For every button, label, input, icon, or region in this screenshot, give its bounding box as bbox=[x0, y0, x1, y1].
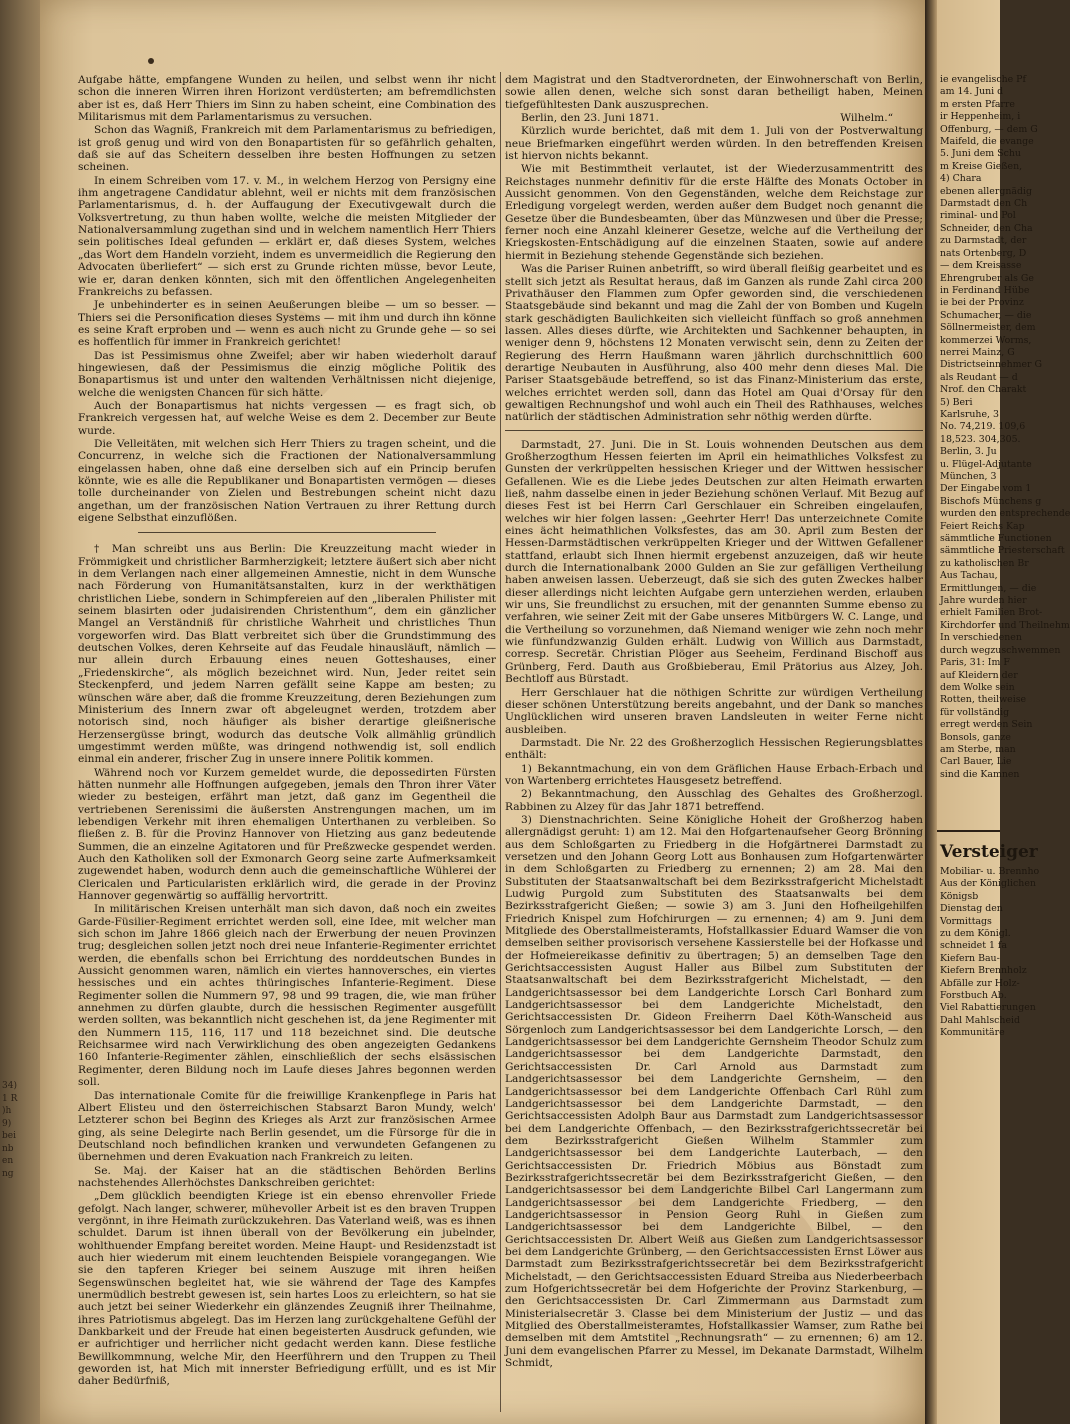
article-paragraph: Wie mit Bestimmtheit verlautet, ist der Wiederzusammentritt des Reichstages nunmehr definitiv für die erste Hälfte des Monats October in Aussicht genommen. Von den Gegenständen, welche dem Reichstage zur Erledigung vorgelegt werden, werden außer dem Budget noch genannt die Gesetze über die Bundesbeamten, über das Münzwesen und über die Presse; ferner noch eine Anzahl kleinerer Gesetze, welche auf die Vertheilung der Kriegskosten-Entschädigung auf die einzelnen Staaten, sowie auf andere hiermit in Beziehung stehende Gegenstände sich beziehen. bbox=[505, 163, 923, 262]
fragment-line: Der Eingabe vom 1 bbox=[940, 483, 1032, 495]
fragment-line: Maifeld, die evange bbox=[940, 136, 1034, 148]
article-paragraph: † Man schreibt uns aus Berlin: Die Kreuzzeitung macht wieder in Frömmigkeit und christlicher Barmherzigkeit; letztere äußert sich aber nicht in dem Verlangen nach einer allgemeinen Amnestie, nicht in dem Wunsche nach Förderung von Humanitätsanstalten, kurz in der werkthätigen christlichen Liebe, sondern in Schimpfereien auf den „liberalen Philister mit seinem blasirten oder judaisirenden Christenthum“, dem ein gänzlicher Mangel an Verständniß für christliche Wahrheit und christliches Thun vorgeworfen wird. Das Blatt verbreitet sich über die Grundstimmung des deutschen Volkes, deren Kehrseite auf das Feudale hinausläuft, nämlich — nur allein durch Erbauung eines neuen Gotteshauses, einer „Friedenskirche“, als möglich bezeichnet wird. Nun, Jeder reitet sein Steckenpferd, und jedem Narren gefällt seine Kappe am besten; zu wünschen wäre aber, daß die fromme Kreuzzeitung, deren Beziehungen zum Ministerium des Innern zwar oft abgeleugnet werden, trotzdem aber notorisch sind, noch häufiger als bisher derartige gleißnerische Herzensergüsse bringt, wodurch das deutsche Volk allmählig gründlich umgestimmt werden müßte, was dringend nothwendig ist, soll endlich einmal ein anderer, frischer Zug in unsere innere Politik kommen. bbox=[78, 543, 496, 766]
fragment-line: Darmstadt den Ch bbox=[940, 198, 1028, 210]
fragment-line: Karlsruhe, 3 bbox=[940, 408, 999, 420]
fragment-line: München, 3 bbox=[940, 471, 997, 482]
fragment-line: Rotten, theilweise bbox=[940, 694, 1027, 706]
fragment-line: zu Darmstadt, der bbox=[940, 235, 1027, 247]
fragment-line: sind die Kamnen bbox=[940, 768, 1020, 780]
list-item: 1) Bekanntmachung, ein von dem Gräflichen Hause Erbach-Erbach und von Wartenberg errichtetes Hausgesetz betreffend. bbox=[505, 762, 923, 787]
fragment-line: Bischofs Münchens g bbox=[940, 495, 1042, 507]
fragment-line: am Sterbe, man bbox=[940, 743, 1016, 755]
fragment-line: 5) Beri bbox=[940, 396, 973, 408]
list-item: 3) Dienstnachrichten. Seine Königliche Hoheit der Großherzog haben allergnädigst geruht: 1) am 12. Mai den Hofgartenaufseher Georg Brönning aus dem Schloßgarten zu Friedberg in die Hofgärtnerei Darmstadt zu versetzen und den Johann Georg Lott aus Bonhausen zum Hofgartenwärter in dem Schloßgarten zu Friedberg zu ernennen; 2) am 28. Mai den Substituten der Staatsanwaltschaft bei dem Bezirksstrafgericht Michelstadt Ludwig Purgold zum Substituten des Staatsanwalts bei dem Bezirksstrafgericht Gießen; — sowie 3) am 3. Juni den Hofheilgehilfen Friedrich Knispel zum Hofchirurgen — zu ernennen; 4) am 9. Juni dem Mitgliede des Oberstallmeisteramts, Hofstallkassier Eduard Wamser die von demselben seither provisorisch versehene Kassierstelle bei der Hofkasse und der Hofmeiereikasse definitiv zu übertragen; 5) an demselben Tage den Gerichtsaccessisten August Haller aus Bilbel zum Substituten der Staatsanwaltschaft bei dem Bezirksstrafgericht Michelstadt, — den Landgerichtsassessor bei dem Landgerichte Lorsch Carl Bonhard zum Landgerichtsassessor bei dem Landgerichte Michelstadt, den Gerichtsaccessisten Dr. Gideon Freiherrn Dael Köth-Wanscheid aus Sörgenloch zum Landgerichtsassessor bei dem Landgerichte Lorsch, — den Landgerichtsassessor bei dem Landgerichte Gernsheim Theodor Schulz zum Landgerichtsassessor bei dem Landgerichte Darmstadt, den Gerichtsaccessisten Dr. Carl Arnold aus Darmstadt zum Landgerichtsassessor bei dem Landgerichte Gernsheim, — den Landgerichtsassessor bei dem Landgerichte Offenbach Carl Rühl zum Landgerichtsassessor bei dem Landgerichte Darmstadt, — den Gerichtsaccessisten Adolph Baur aus Darmstadt zum Landgerichtsassessor bei dem Landgerichte Offenbach, — den Bezirksstrafgerichtssecretär bei dem Bezirksstrafgericht Gießen Wilhelm Stammler zum Landgerichtsassessor bei dem Landgerichte Lauterbach, — den Gerichtsaccessisten Dr. Friedrich Möbius aus Bönstadt zum Bezirksstrafgerichtssecretär bei dem Bezirksstrafgericht Gießen, — den Landgerichtsassessor bei dem Landgerichte Bilbel Carl Langermann zum Landgerichtsassessor bei dem Landgerichte Friedberg, — den Landgerichtsassessor in Pension Georg Ruhl in Gießen zum Landgerichtsassessor bei dem Landgerichte Bilbel, — den Gerichtsaccessisten Dr. Albert Weiß aus Gießen zum Landgerichtsassessor bei dem Landgerichte Grünberg, — den Gerichtsaccessisten Ernst Löwer aus Darmstadt zum Bezirksstrafgerichtssecretär bei dem Bezirksstrafgericht Michelstadt, — den Gerichtsaccessisten Eduard Streiba aus Niederbeerbach zum Hofgerichtssecretär bei dem Hofgerichte der Provinz Starkenburg, — den Gerichtsaccessisten Dr. Carl Zimmermann aus Darmstadt zum Ministerialsecretär 3. Classe bei dem Ministerium der Justiz — und das Mitglied des Oberstallmeisteramtes, Hofstallkassier Wamser, zum Rathe bei demselben mit dem Amtstitel „Rechnungsrath“ — zu ernennen; 6) am 12. Juni dem evangelischen Pfarrer zu Messel, im Dekanate Darmstadt, Wilhelm Schmidt, bbox=[505, 813, 923, 1370]
fragment-line: zu katholischen Br bbox=[940, 557, 1029, 569]
fragment-line: 18,523. 304,305. bbox=[940, 433, 1021, 445]
fragment-line: m ersten Pfarre bbox=[940, 98, 1015, 110]
fragment-line: in Ferdinand Hübe bbox=[940, 284, 1030, 296]
fragment-line: zu dem Königl. bbox=[940, 928, 1011, 940]
fragment-line: ie bei der Provinz bbox=[940, 297, 1024, 309]
fragment-line: auf Kleidern der bbox=[940, 669, 1018, 681]
fragment-line: Forstbuch Ab. bbox=[940, 990, 1007, 1002]
fragment-line: Nrof. den Charakt bbox=[940, 384, 1027, 396]
fragment-line: Paris, 31: Im F bbox=[940, 657, 1010, 669]
fragment-line: nerrei Mainz, G bbox=[940, 346, 1015, 358]
fragment-line: Vormittags bbox=[940, 915, 992, 927]
right-page-text bbox=[940, 74, 1070, 781]
fragment-line: erhielt Familien Brot- bbox=[940, 607, 1043, 619]
article-paragraph: Darmstadt. Die Nr. 22 des Großherzoglich Hessischen Regierungsblattes enthält: bbox=[505, 736, 923, 762]
fragment-line: m Kreise Gießen, bbox=[940, 160, 1023, 172]
fragment-line: Berlin, 3. Ju bbox=[940, 446, 997, 458]
article-paragraph: Das ist Pessimismus ohne Zweifel; aber wir haben wiederholt darauf hingewiesen, daß der Pessimismus die einzig mögliche Politik des Bonapartismus ist und unter den waltenden Verhältnissen nicht diejenige, welche die wenigsten Chancen für sich hätte. bbox=[78, 349, 496, 399]
binding-gutter bbox=[925, 0, 937, 1424]
letter-signature: Wilhelm.“ bbox=[840, 112, 893, 125]
fragment-line: am 14. Juni d bbox=[940, 86, 1004, 98]
fragment-line: durch wegzuschwemmen bbox=[940, 644, 1061, 656]
fragment-line: Abfälle zur Holz- bbox=[940, 977, 1020, 989]
article-paragraph: dem Magistrat und den Stadtverordneten, der Einwohnerschaft von Berlin, sowie allen denen, welche sich sonst daran betheiligt haben, Meinen tiefgefühltesten Dank auszusprechen. bbox=[505, 74, 923, 111]
article-paragraph: In einem Schreiben vom 17. v. M., in welchem Herzog von Persigny eine ihm angetragene Candidatur ablehnt, weil er nichts mit dem französischen Parlamentarismus, d. h. der Auffaugung der Executivgewalt durch die Volksvertretung, zu thun haben wollte, welche die meisten Mitglieder der Nationalversammlung zugethan sind und in welchem namentlich Herr Thiers sein politisches Ideal gefunden — erklärt er, daß dieses System, welches „das Wort dem Handeln vorzieht, indem es unvermeidlich die Regierung den Advocaten überliefert“ — sich erst zu Grunde richten müsse, bevor Leute, wie er, daran denken könnten, sich mit den öffentlichen Angelegenheiten Frankreichs zu befassen. bbox=[78, 174, 496, 298]
fragment-line: Kiefern Bau- bbox=[940, 952, 1000, 964]
fragment-line: Dienstag den bbox=[940, 903, 1003, 915]
fragment-line: riminal- und Pol bbox=[940, 210, 1016, 222]
fragment-line: ebenen allergnädig bbox=[940, 185, 1032, 197]
fragment-line: für vollständig bbox=[940, 706, 1010, 718]
fragment-line: — dem Kreisasse bbox=[940, 260, 1022, 272]
fragment-line: nats Ortenberg, D bbox=[940, 247, 1027, 259]
fragment-line: sämmtliche Priesterschaft bbox=[940, 545, 1065, 557]
fragment-line: Jahre wurden hier bbox=[940, 595, 1027, 607]
letter-dateline bbox=[505, 112, 923, 124]
fragment-line: Ermittlungen, — die bbox=[940, 582, 1037, 594]
fragment-line: In verschiedenen bbox=[940, 632, 1022, 644]
article-paragraph: Die Velleitäten, mit welchen sich Herr Thiers zu tragen scheint, und die Concurrenz, in welche sich die Fractionen der Nationalversammlung eingelassen haben, ohne daß eine derselben sich auf ein Princip berufen könnte, wie es alle die Republikaner und Bonapartisten vermögen — dieses tolle durcheinander von Zielen und Bestrebungen scheint nicht dazu angethan, um der französischen Nation Vertrauen zu ihrer Rettung durch eigene Selbsthat einzuflößen. bbox=[78, 437, 496, 525]
fragment-line: Offenburg, — dem G bbox=[940, 123, 1038, 135]
fragment-line: wurden den entsprechende bbox=[940, 508, 1070, 520]
auction-heading: Versteiger bbox=[940, 842, 1038, 862]
fragment-line: kommerzei Worms, bbox=[940, 334, 1032, 346]
article-paragraph: Se. Maj. der Kaiser hat an die städtischen Behörden Berlins nachstehendes Allerhöchstes Dankschreiben gerichtet: bbox=[78, 1164, 496, 1189]
article-paragraph: Das internationale Comite für die freiwillige Krankenpflege in Paris hat Albert Elisteu und den österreichischen Stabsarzt Baron Mundy, welch' Letzterer schon bei Beginn des Krieges als Arzt zur französischen Armee ging, als seine Delegirte nach Berlin gesendet, um die Fürsorge für die in Deutschland noch befindlichen kranken und verwundeten Gefangenen zu übernehmen und deren Evakuation nach Frankreich zu leiten. bbox=[78, 1089, 496, 1164]
fragment-line: Carl Bauer, Lie bbox=[940, 756, 1012, 768]
article-paragraph: Herr Gerschlauer hat die nöthigen Schritte zur würdigen Vertheilung dieser schönen Unterstützung bereits angebahnt, und der Dank so manches Unglücklichen wird unseren braven Landsleuten in weiter Ferne nicht ausbleiben. bbox=[505, 686, 923, 736]
article-paragraph: Aufgabe hätte, empfangene Wunden zu heilen, und selbst wenn ihr nicht schon die inneren Wirren ihren Horizont verdüsterten; am befremdlichsten aber ist es, daß Herr Thiers im Sinn zu haben scheint, eine Combination des Militarismus mit dem Parlamentarismus zu versuchen. bbox=[78, 74, 496, 124]
fragment-line: ie evangelische Pf bbox=[940, 74, 1026, 85]
fragment-line: Districtseinnehmer G bbox=[940, 359, 1042, 371]
list-item: 2) Bekanntmachung, den Ausschlag des Gehaltes des Großherzogl. Rabbinen zu Alzey für das Jahr 1871 betreffend. bbox=[505, 788, 923, 813]
fragment-line: Feiert Reichs Kap bbox=[940, 520, 1025, 532]
auction-text bbox=[940, 866, 1040, 1040]
article-paragraph: Je unbehinderter es in seinen Aeußerungen bleibe — um so besser. — Thiers sei die Personification dieses Systems — mit ihm und durch ihn könne es seine Kraft erproben und — wenn es auch nicht zu Grunde gehe — so sei es hoffentlich für immer in Frankreich gerichtet! bbox=[78, 299, 496, 349]
fragment-line: Mobiliar- u. Brennho bbox=[940, 866, 1040, 877]
adjacent-page-fragment bbox=[937, 0, 1070, 1424]
fragment-line: Schneider, den Cha bbox=[940, 222, 1033, 234]
section-rule bbox=[505, 430, 923, 431]
fragment-line: Aus der Königlichen bbox=[940, 878, 1036, 890]
fragment-line: Viel Rabattierungen bbox=[940, 1002, 1036, 1014]
fragment-line: Kommunitäre bbox=[940, 1027, 1005, 1039]
fragment-line: Söllnermeister, dem bbox=[940, 322, 1036, 334]
fragment-line: Kiefern Brennholz bbox=[940, 965, 1027, 977]
fragment-line: Bonsols, ganze bbox=[940, 731, 1011, 743]
fragment-line: u. Flügel-Adjutante bbox=[940, 458, 1032, 470]
fragment-line: erregt werden Sein bbox=[940, 719, 1033, 731]
letter-date: Berlin, den 23. Juni 1871. bbox=[521, 112, 659, 125]
fragment-line: No. 74,219. 109,6 bbox=[940, 421, 1026, 433]
fragment-line: dem Wolke sein bbox=[940, 681, 1015, 693]
left-column bbox=[78, 74, 496, 1389]
article-paragraph: Was die Pariser Ruinen anbetrifft, so wird überall fleißig gearbeitet und es stellt sich jetzt als Resultat heraus, daß im Ganzen als runde Zahl circa 200 Privathäuser den Flammen zum Opfer geworden sind, die verschiedenen Staatsgebäude sind bekannt und mag die Zahl der von Bomben und Kugeln stark geschädigten Baulichkeiten sich vielleicht fünffach so groß annehmen lassen. Alles dieses dürfte, wie Architekten und Sachkenner behaupten, in weniger denn 9, höchstens 12 Monaten verwischt sein, denn zu Zeiten der Regierung des Herrn Haußmann waren jährlich durchschnittlich 600 derartige Neubauten in Ausführung, also 400 mehr denn dieses Mal. Die Pariser Staatsgebäude betreffend, so ist das Finanz-Ministerium das erste, welches errichtet werden soll, dann das Hotel am Quai d'Orsay für den gewaltigen Rechnungshof und wohl auch ein Theil des Rathhauses, welches natürlich der städtischen Administration sehr nöthig werden dürfte. bbox=[505, 263, 923, 424]
fragment-line: als Reudant — d bbox=[940, 371, 1018, 383]
fragment-line: Schumacher, — die bbox=[940, 309, 1032, 321]
article-paragraph: In militärischen Kreisen unterhält man sich davon, daß noch ein zweites Garde-Füsilier-Regiment errichtet werden soll, eine Idee, mit welcher man sich schon im Jahre 1866 gleich nach der Erwerbung der neuen Provinzen trug; desgleichen sollen jetzt noch drei neue Infanterie-Regimenter errichtet werden, die ebenfalls schon bei Errichtung des norddeutschen Bundes in Aussicht genommen waren, nämlich ein viertes hannoversches, ein viertes hessisches und ein achtes thüringisches Infanterie-Regiment. Diese Regimenter sollen die Nummern 97, 98 und 99 tragen, die, wie man früher annehmen zu dürfen glaubte, durch die hessischen Regimenter ausgefüllt werden sollten, was bekanntlich nicht geschehen ist, da jene Regimenter mit den Nummern 115, 116, 117 und 118 bezeichnet sind. Die deutsche Reichsarmee wird nach Verwirklichung des oben angezeigten Gedankens 160 Infanterie-Regimenter zählen, einschließlich der sechs elsässischen Regimenter, deren Bildung noch im Laufe dieses Jahres begonnen werden soll. bbox=[78, 903, 496, 1089]
fragment-line: Aus Tachau, bbox=[940, 570, 998, 582]
article-paragraph: „Dem glücklich beendigten Kriege ist ein ebenso ehrenvoller Friede gefolgt. Nach langer, schwerer, mühevoller Arbeit ist es den braven Truppen vergönnt, in ihre Heimath zurückzukehren. Das Vaterland weiß, was es ihnen schuldet. Darum ist ihnen überall von der Bevölkerung ein jubelnder, wohlthuender Empfang bereitet worden. Meine Haupt- und Residenzstadt ist auch hier wiederum mit einem leuchtenden Beispiele vorangegangen. Wie sie den tapferen Krieger bei seinem Auszuge mit ihren heißen Segenswünschen begleitet hat, wie sie während der Tage des Kampfes unermüdlich bestrebt gewesen ist, sein hartes Loos zu erleichtern, so hat sie auch jetzt bei seiner Wiederkehr ein glänzendes Zeugniß ihrer Theilnahme, ihres Patriotismus abgelegt. Das im Herzen lang zurückgehaltene Gefühl der Dankbarkeit und der Freude hat einen begeisterten Ausdruck gefunden, wie er aufrichtiger und herrlicher nicht gedacht werden kann. Diese festliche Bewillkommnung, welche Mir, den Heerführern und den Truppen zu Theil geworden ist, hat Mich mit innerster Befriedigung erfüllt, und es ist Mir daher Bedürfniß, bbox=[78, 1190, 496, 1388]
fragment-line: Ehrengruber als Ge bbox=[940, 272, 1034, 284]
article-paragraph: Kürzlich wurde berichtet, daß mit dem 1. Juli von der Postverwaltung neue Briefmarken eingeführt werden würden. In den betreffenden Kreisen ist hiervon nichts bekannt. bbox=[505, 125, 923, 163]
ink-dot bbox=[148, 58, 154, 64]
fragment-line: ir Heppenheim, i bbox=[940, 111, 1021, 123]
fragment-line: Königsb bbox=[940, 890, 979, 902]
fragment-line: 5. Juni dem Schu bbox=[940, 148, 1021, 160]
section-rule bbox=[138, 532, 436, 533]
fragment-line: Kirchdorfer und Theilnehm bbox=[940, 619, 1070, 631]
article-paragraph: Schon das Wagniß, Frankreich mit dem Parlamentarismus zu befriedigen, ist groß genug und wird von den Bonapartisten für so gefährlich gehalten, daß sie auf das Scheitern desselben ihre besten Hoffnungen zu setzen scheinen. bbox=[78, 124, 496, 174]
fragment-line: 4) Chara bbox=[940, 173, 982, 185]
fragment-line: sämmtliche Functionen bbox=[940, 533, 1052, 545]
left-page-fragment: 34) 1 R )h 9) bei nb en ng bbox=[2, 1081, 18, 1179]
middle-column bbox=[505, 74, 923, 1370]
article-paragraph: Auch der Bonapartismus hat nichts vergessen — es fragt sich, ob Frankreich vergessen hat, auf welche Weise es dem 2. December zur Beute wurde. bbox=[78, 399, 496, 437]
article-paragraph: Während noch vor Kurzem gemeldet wurde, die depossedirten Fürsten hätten nunmehr alle Hoffnungen aufgegeben, jemals den Thron ihrer Väter wieder zu besteigen, erfährt man jetzt, daß ganz im Gegentheil die vertriebenen Serenissimi die äußersten Anstrengungen machen, um im lebendigen Verkehr mit ihren ehemaligen Unterthanen zu verbleiben. So fließen z. B. für die Provinz Hannover von Hietzing aus ganz bedeutende Summen, die an einzelne Agitatoren und für Preßzwecke gespendet werden. Auch den Katholiken soll der Exmonarch Georg seine zarte Aufmerksamkeit zugewendet haben, wodurch denn auch die gemeinschaftliche Wühlerei der Clericalen und Particularisten erklärlich wird, die gerade in der Provinz Hannover gegenwärtig so auffällig hervortritt. bbox=[78, 766, 496, 902]
fragment-line: schneidet 1 fa bbox=[940, 940, 1007, 952]
fragment-line: Dahl Mahlscheid bbox=[940, 1014, 1020, 1026]
section-rule bbox=[937, 830, 1000, 832]
column-divider bbox=[500, 72, 501, 1412]
article-paragraph: Darmstadt, 27. Juni. Die in St. Louis wohnenden Deutschen aus dem Großherzogthum Hessen feierten im April ein heimathliches Volksfest zu Gunsten der verkrüppelten hessischen Krieger und der Wittwen hessischer Gefallenen. Wie es die Liebe jedes Deutschen zur alten Heimath erwarten ließ, nahm dasselbe einen in jeder Beziehung schönen Verlauf. Mit Bezug auf dieses Fest ist bei Herrn Carl Gerschlauer ein Schreiben eingelaufen, welches wir hier folgen lassen: „Geehrter Herr! Das unterzeichnete Comite eines ächt heimathlichen Volksfestes, das am 30. April zum Besten der Hessen-Darmstädtischen verkrüppelten Krieger und der Wittwen Gefallener stattfand, erlaubt sich Ihnen hiermit ergebenst anzuzeigen, daß wir heute durch die Internationalbank 2000 Gulden an Sie zur gefälligen Vertheilung haben anweisen lassen. Ueberzeugt, daß sie sich des guten Zweckes halber dieser allerdings nicht leichten Aufgabe gern unterziehen werden, erlauben wir uns, Sie freundlichst zu ersuchen, mit der genannten Summe ebenso zu verfahren, wie seiner Zeit mit der Gabe unseres Mitbürgers W. C. Lange, und die Vertheilung so vorzunehmen, daß Niemand weniger wie zehn noch mehr wie fünfundzwanzig Gulden erhält. Ludwig von Willich aus Darmstadt, corresp. Secretär. Christian Plöger aus Seeheim, Ferdinand Bischoff aus Grünberg, Ferd. Dauth aus Großbieberau, Emil Prätorius aus Alzey, Joh. Bechtloff aus Bürstadt. bbox=[505, 438, 923, 686]
